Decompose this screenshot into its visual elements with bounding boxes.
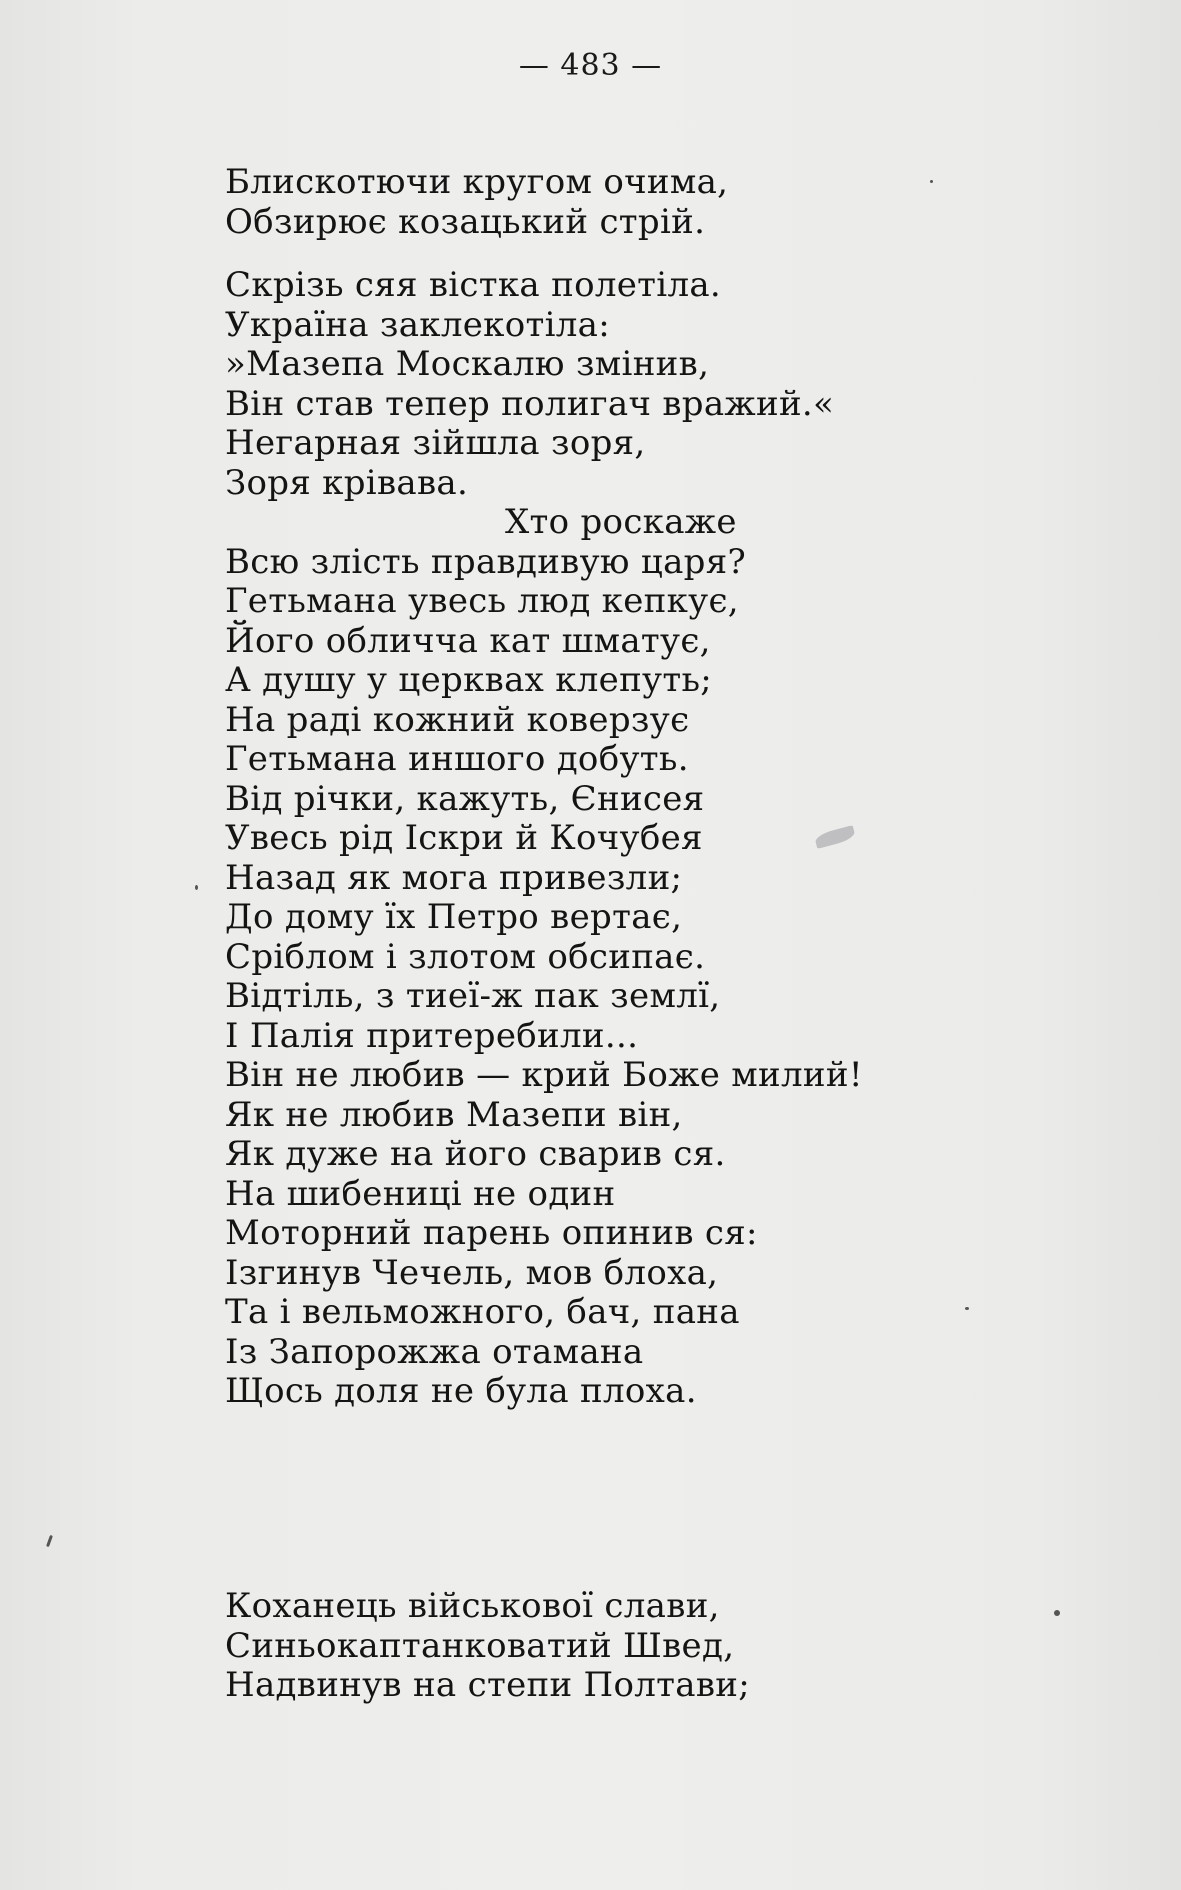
poem-line: Надвинув на степи Полтави;	[225, 1665, 750, 1705]
poem-line: Скрізь сяя вістка полетіла.	[225, 265, 722, 305]
poem-line: Обзирює козацький стрій.	[225, 201, 706, 242]
poem-line: Із Запорожжа отамана	[225, 1331, 644, 1372]
dust-speck	[930, 180, 933, 183]
poem-line: Сріблом і злотом обсипає.	[225, 936, 706, 977]
dust-speck	[1054, 1610, 1060, 1616]
poem-line: Негарная зійшла зоря,	[225, 423, 646, 463]
poem-line: Блискотючи кругом очима,	[225, 162, 729, 202]
dust-speck	[965, 1307, 969, 1310]
poem-line: Відтіль, з тиеї-ж пак землї,	[225, 976, 721, 1016]
poem-line: Його обличча кат шматує,	[225, 620, 711, 661]
stanza-2	[225, 266, 1085, 1412]
page-number: — 483 —	[518, 48, 663, 83]
poem-line: Гетьмана иншого добуть.	[225, 739, 689, 779]
poem-line: Коханець військової слави,	[225, 1586, 720, 1626]
stanza-1	[225, 163, 1085, 242]
poem-line: Синьокаптанковатий Швед,	[225, 1625, 735, 1666]
poem-line: Та і вельможного, бач, пана	[225, 1292, 740, 1332]
poem-line: До дому їх Петро вертає,	[225, 897, 683, 937]
poem-line: Зоря крівава.	[225, 462, 469, 503]
poem-line: Моторний парень опинив ся:	[225, 1213, 758, 1253]
poem-line-indented: Хто роскаже	[505, 502, 737, 542]
poem-line: Увесь рід Іскри й Кочубея	[225, 818, 703, 858]
dust-speck	[46, 1535, 53, 1547]
poem-line: Він став тепер полигач вражий.«	[225, 383, 835, 424]
poem-line: І Палія притеребили...	[225, 1015, 639, 1056]
poem-line: На раді кожний коверзує	[225, 699, 690, 740]
poem-line: Як не любив Мазепи він,	[225, 1094, 683, 1135]
poem-line: Всю злість правдивую царя?	[225, 541, 746, 582]
poem-line: Як дуже на його сварив ся.	[225, 1134, 726, 1174]
poem-line: Гетьмана увесь люд кепкує,	[225, 581, 739, 621]
poem-line: Він не любив — крий Боже милий!	[225, 1055, 863, 1095]
poem-line: Назад як мога привезли;	[225, 857, 683, 898]
poem-line: На шибениці не один	[225, 1173, 616, 1214]
poem-line: Ізгинув Чечель, мов блоха,	[225, 1252, 719, 1293]
dust-speck	[195, 885, 198, 890]
poem-line: А душу у церквах клепуть;	[225, 660, 713, 700]
poem-line: Щось доля не була плоха.	[225, 1371, 697, 1411]
poem-line: Україна заклекотіла:	[225, 304, 610, 345]
poem-line: Від річки, кажуть, Єнисея	[225, 778, 705, 819]
poem-line: »Мазепа Москалю змінив,	[225, 344, 710, 384]
stanza-3	[225, 1587, 1085, 1706]
